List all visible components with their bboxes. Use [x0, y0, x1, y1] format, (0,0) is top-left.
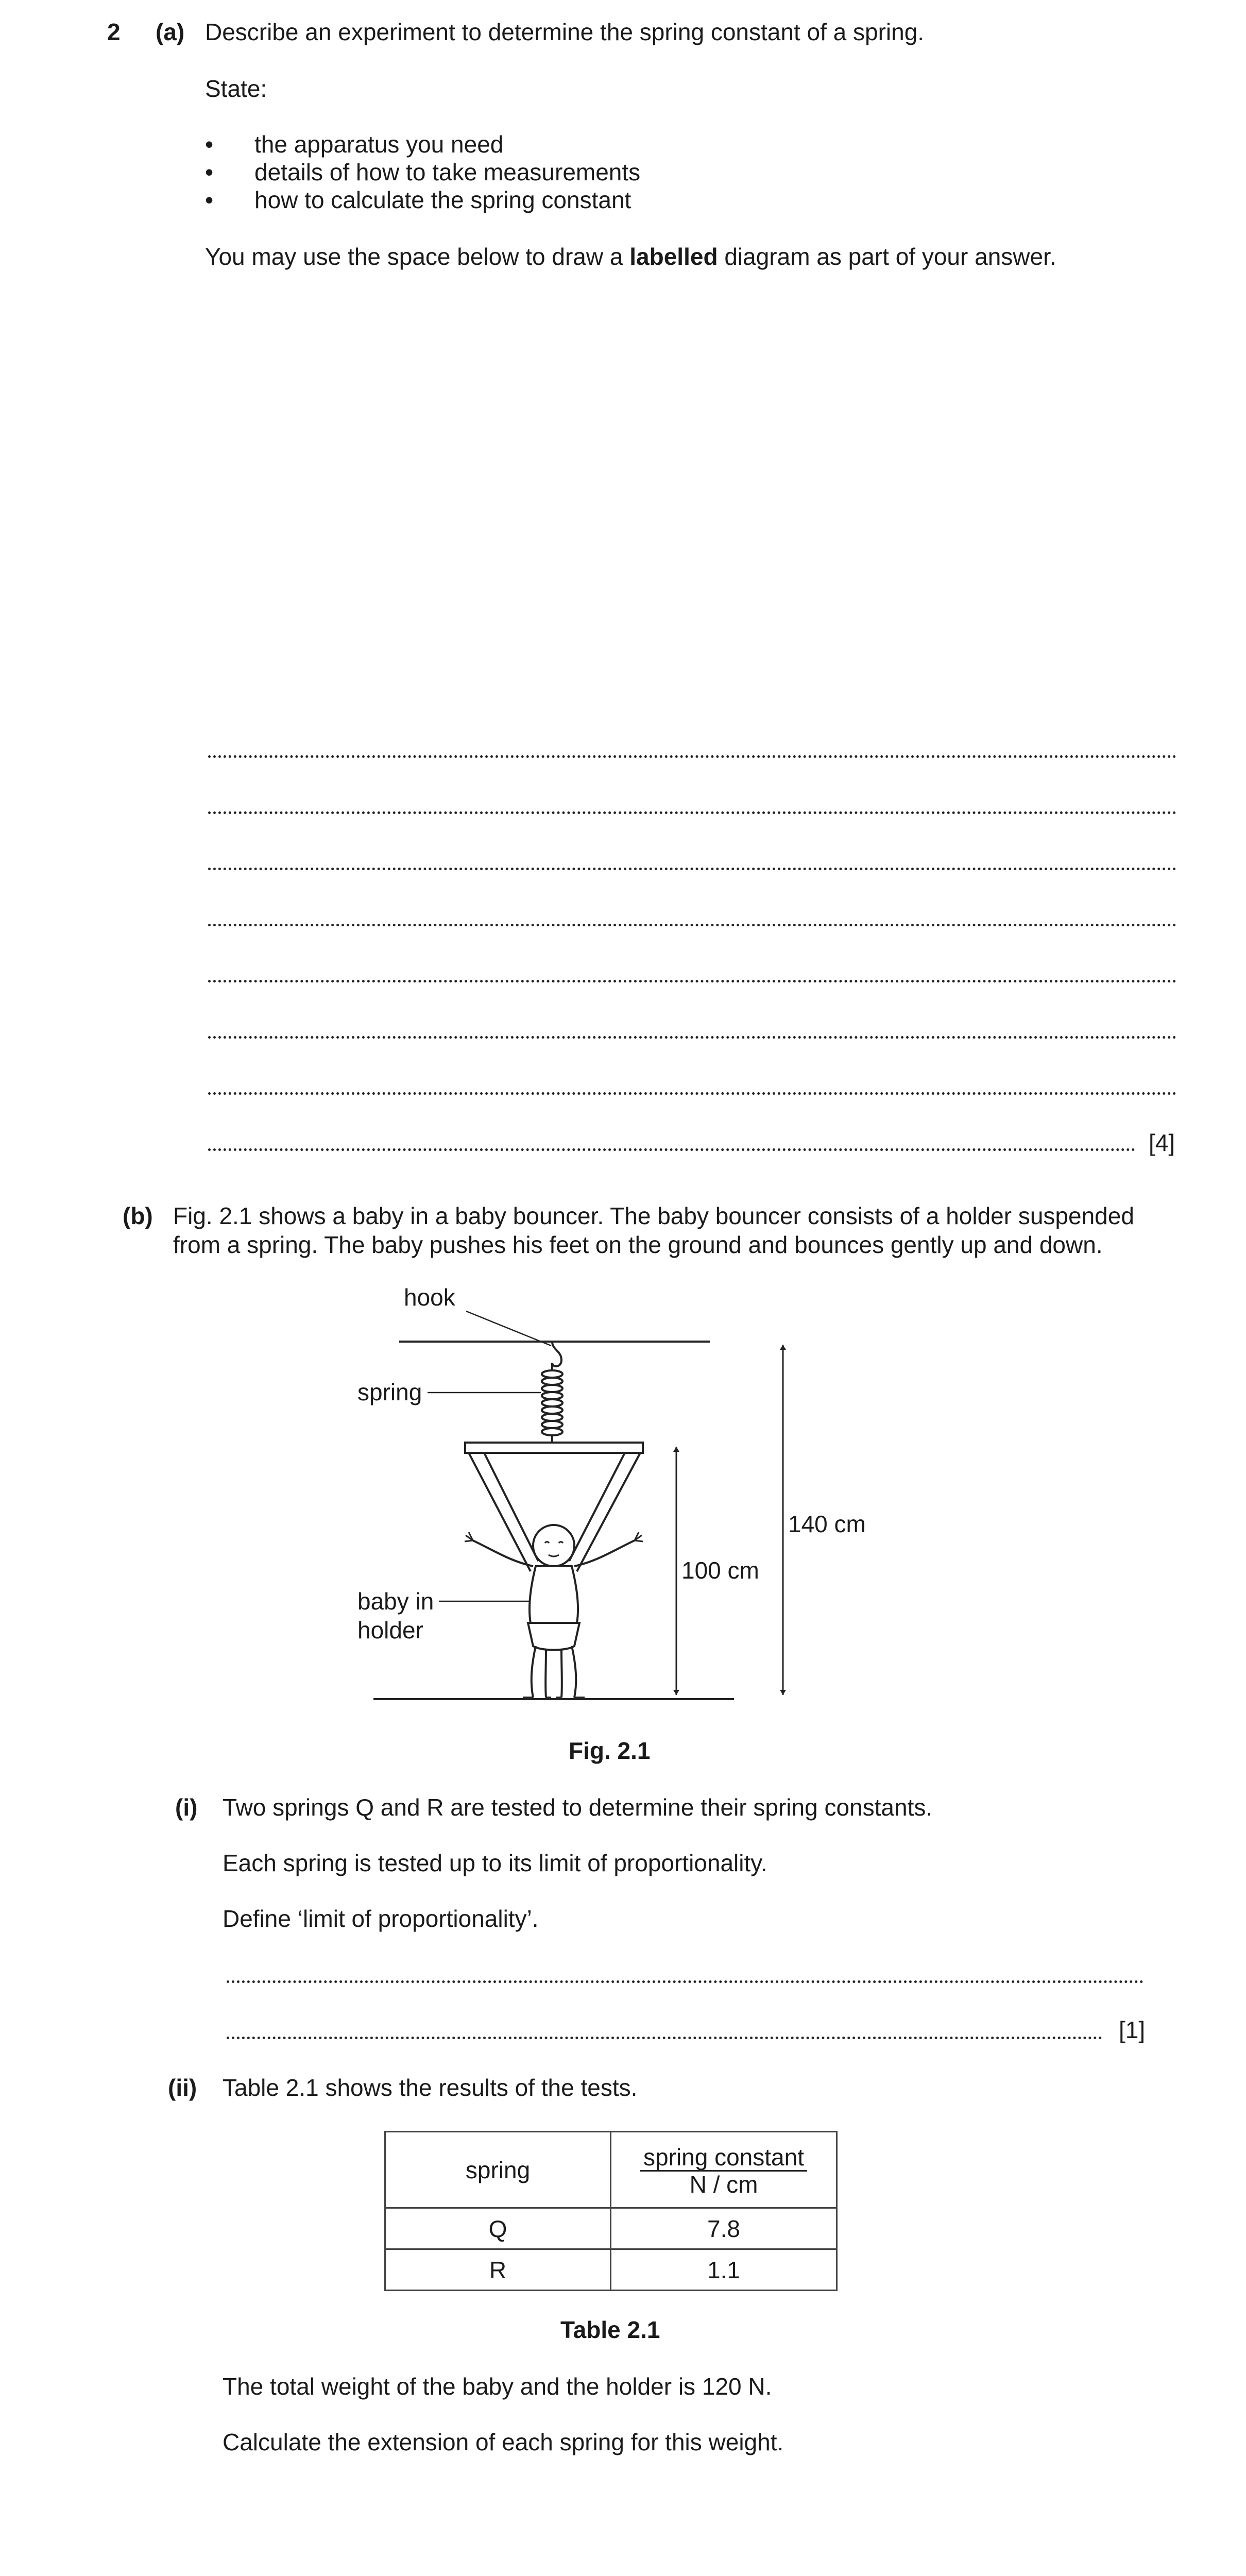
question-number: 2 [107, 19, 121, 45]
table-cell-constant-q: 7.8 [611, 2208, 837, 2249]
table-header-constant-unit: N / cm [689, 2171, 758, 2198]
part-a-prompt: Describe an experiment to determine the spring constant of a spring. [205, 19, 925, 45]
bullet-marker-3: • [205, 187, 214, 213]
fig-caption: Fig. 2.1 [569, 1737, 651, 1764]
bullet-apparatus: the apparatus you need [254, 131, 504, 158]
table-header-spring: spring [385, 2132, 611, 2208]
holder-bar [465, 1443, 643, 1453]
label-spring: spring [357, 1379, 422, 1405]
label-100cm: 100 cm [681, 1557, 759, 1584]
table-cell-spring-r: R [385, 2249, 611, 2291]
part-a-marks: [4] [1149, 1129, 1175, 1156]
part-b-i-line2: Each spring is tested up to its limit of proportionality. [223, 1850, 767, 1876]
baby-icon [465, 1525, 643, 1698]
hook-leader [466, 1311, 551, 1346]
table-header-constant [611, 2132, 837, 2208]
part-b-i-label: (i) [175, 1794, 198, 1821]
label-baby-2: holder [357, 1617, 423, 1643]
table-header-constant-label: spring constant [640, 2144, 807, 2172]
spring-coils-icon [542, 1363, 562, 1443]
table-row [385, 2208, 837, 2249]
bullet-calculate: how to calculate the spring constant [254, 187, 631, 213]
bullet-marker-2: • [205, 159, 214, 185]
bullet-marker-1: • [205, 131, 214, 158]
spring-results-table [384, 2131, 838, 2291]
bullet-measurements: details of how to take measurements [254, 159, 641, 185]
part-b-intro-2: from a spring. The baby pushes his feet on the ground and bounces gently up and down. [173, 1231, 1103, 1258]
table-cell-constant-r: 1.1 [611, 2249, 837, 2291]
table-caption: Table 2.1 [560, 2316, 660, 2343]
table-cell-spring-q: Q [385, 2208, 611, 2249]
label-hook: hook [404, 1284, 455, 1311]
part-a-state: State: [205, 75, 267, 102]
part-b-intro-1: Fig. 2.1 shows a baby in a baby bouncer. The baby bouncer consists of a holder suspended [173, 1202, 1134, 1229]
part-b-ii-line1: Table 2.1 shows the results of the tests. [223, 2074, 638, 2101]
part-b-ii-label: (ii) [168, 2074, 197, 2101]
answer-line-b-i-2[interactable] [227, 2037, 1102, 2039]
diagram-note: You may use the space below to draw a labelled diagram as part of your answer. [205, 243, 1056, 270]
part-b-ii-line3: Calculate the extension of each spring for this weight. [223, 2429, 784, 2455]
part-b-i-marks: [1] [1119, 2016, 1146, 2043]
label-baby-1: baby in [357, 1588, 434, 1615]
part-b-ii-line2: The total weight of the baby and the holder is 120 N. [223, 2373, 772, 2400]
part-b-i-line3: Define ‘limit of proportionality’. [223, 1905, 539, 1932]
hook-icon [552, 1342, 561, 1366]
table-row [385, 2249, 837, 2291]
part-b-label: (b) [123, 1202, 153, 1229]
part-b-i-line1: Two springs Q and R are tested to determine their spring constants. [223, 1794, 933, 1821]
answer-line-b-i-1[interactable] [227, 1980, 1143, 1983]
label-140cm: 140 cm [788, 1511, 866, 1537]
part-a-label: (a) [156, 19, 185, 45]
